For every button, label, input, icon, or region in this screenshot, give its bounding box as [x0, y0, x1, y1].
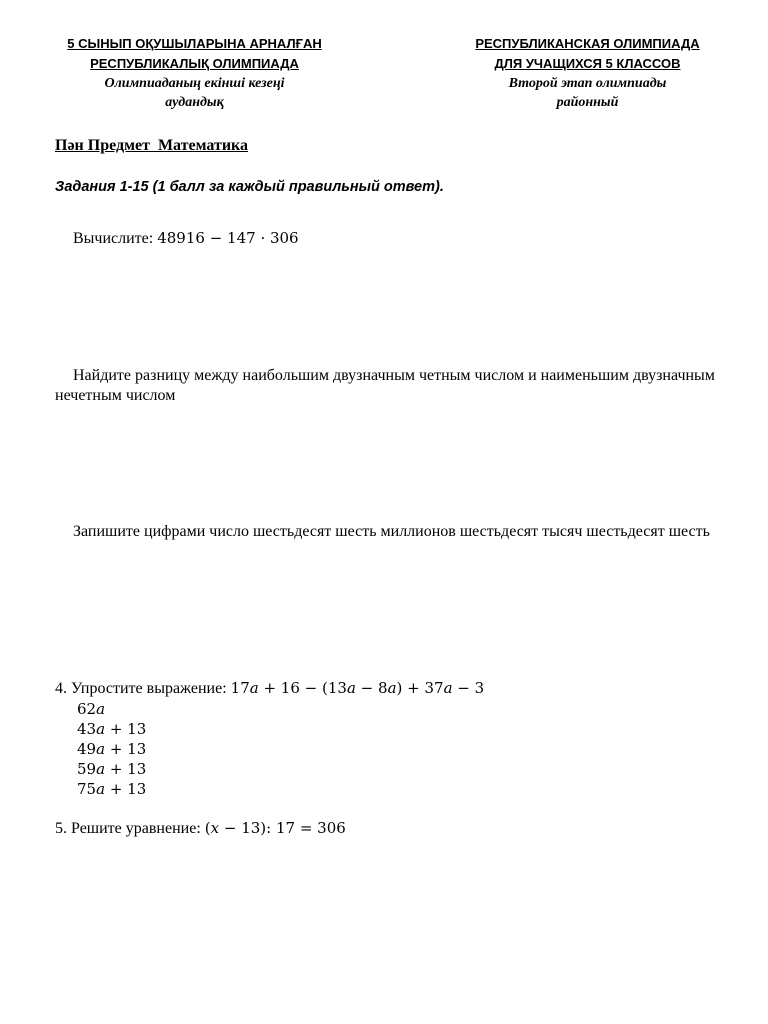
question-1 [55, 228, 715, 249]
option-3: 49a + 13 [77, 740, 147, 758]
header-right [455, 34, 720, 112]
question-2-text: Найдите разницу между наибольшим двузначным четным числом и наименьшим двузначным нечетным числом [55, 367, 715, 404]
question-4-options [55, 699, 715, 799]
question-5-text: Решите уравнение: [67, 820, 205, 837]
question-5-number: 5. [55, 820, 67, 837]
option-2: 43a + 13 [77, 720, 147, 738]
header-right-line1: РЕСПУБЛИКАНСКАЯ ОЛИМПИАДА [475, 36, 700, 51]
header-left-line2: РЕСПУБЛИКАЛЫҚ ОЛИМПИАДА [90, 56, 299, 71]
header-left [52, 34, 337, 112]
header-right-line2: ДЛЯ УЧАЩИХСЯ 5 КЛАССОВ [494, 56, 681, 71]
header-left-line3: Олимпиаданың екінші кезеңі [104, 76, 285, 91]
question-3-text: Запишите цифрами число шестьдесят шесть миллионов шестьдесят тысяч шестьдесят шесть [73, 523, 710, 540]
question-1-text: Вычислите: [73, 230, 158, 247]
option-4: 59a + 13 [77, 760, 147, 778]
question-5 [55, 818, 715, 839]
option-5: 75a + 13 [77, 780, 147, 798]
question-1-expression: 48916 − 147 · 306 [157, 229, 299, 247]
question-4-number: 4. [55, 680, 67, 697]
tasks-note: Задания 1-15 (1 балл за каждый правильный ответ). [55, 179, 444, 195]
question-5-expression: (x − 13): 17 = 306 [204, 819, 346, 837]
subject-title: Пән Предмет Математика [55, 137, 249, 154]
option-1: 62a [77, 700, 106, 718]
question-4 [55, 678, 715, 799]
header-left-line1: 5 СЫНЫП ОҚУШЫЛАРЫНА АРНАЛҒАН [67, 36, 322, 51]
question-4-text: Упростите выражение: [67, 680, 231, 697]
question-4-expression: 17a + 16 − (13a − 8a) + 37a − 3 [230, 679, 485, 697]
question-2 [55, 366, 715, 406]
header-right-line3: Второй этап олимпиады [508, 76, 667, 91]
header-left-line4: аудандық [165, 95, 224, 110]
header-right-line4: районный [556, 95, 619, 110]
question-3 [55, 522, 715, 542]
